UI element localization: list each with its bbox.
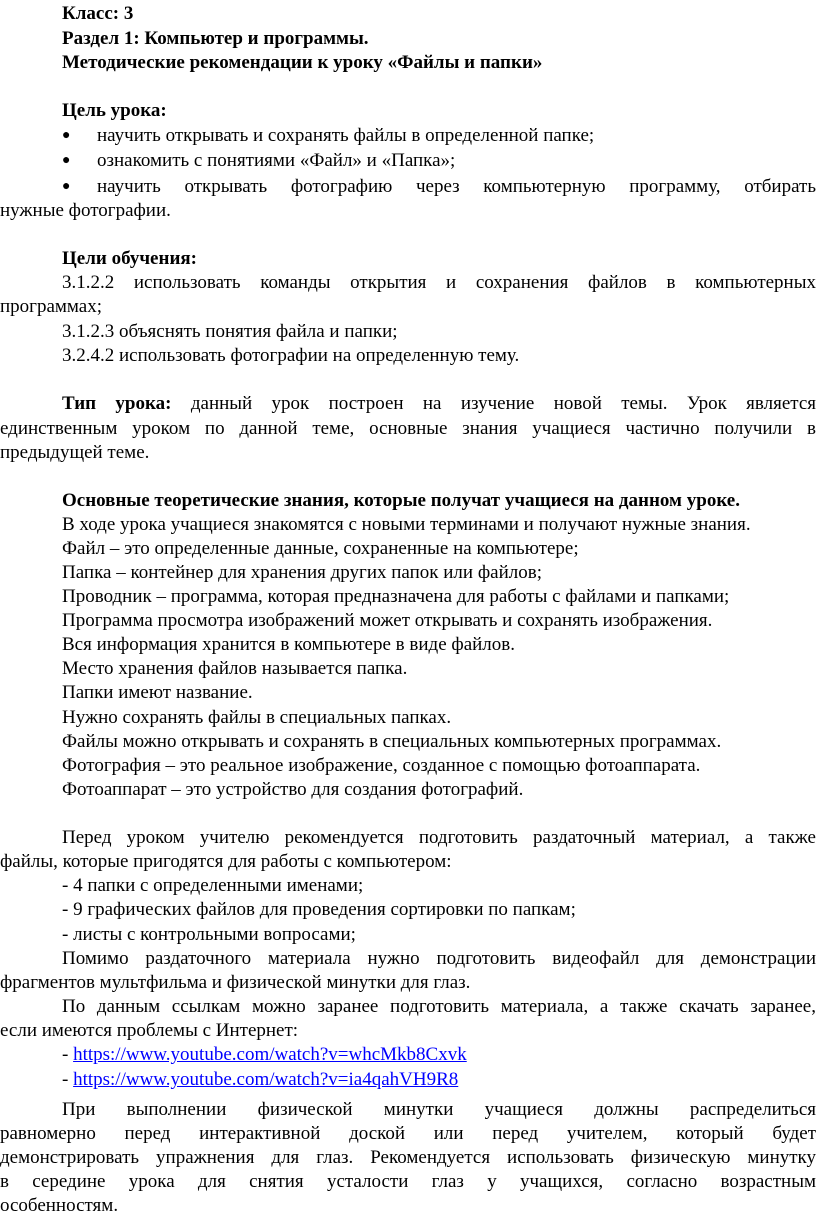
link-line-2: [62, 1068, 458, 1092]
knowledge-line: Программа просмотра изображений может открывать и сохранять изображения.: [62, 610, 713, 631]
lesson-type-line-1: [62, 392, 816, 416]
lesson-type-line-2: единственным уроком по данной теме, основные знания учащиеся частично получили в: [0, 418, 816, 439]
objective-2: 3.1.2.3 объяснять понятия файла и папки;: [62, 321, 398, 342]
preparation-list-item: - листы с контрольными вопросами;: [62, 924, 356, 945]
dash: -: [62, 1044, 74, 1065]
video-paragraph-line-2: фрагментов мультфильма и физической минутки для глаз.: [0, 972, 471, 993]
bullet-icon: ●: [62, 179, 71, 194]
exercise-line-4: в середине урока для снятия усталости глаз у учащихся, согласно возрастным: [0, 1171, 816, 1192]
preparation-list-item: - 9 графических файлов для проведения сортировки по папкам;: [62, 899, 576, 920]
bullet-icon: ●: [62, 153, 71, 168]
dash: -: [62, 1069, 74, 1090]
preparation-line-1: Перед уроком учителю рекомендуется подготовить раздаточный материал, а также: [62, 827, 816, 848]
goal-item-2: ознакомить с понятиями «Файл» и «Папка»;: [97, 150, 456, 171]
preparation-list-item: - 4 папки с определенными именами;: [62, 875, 364, 896]
video-paragraph-line-1: Помимо раздаточного материала нужно подготовить видеофайл для демонстрации: [62, 948, 816, 969]
links-paragraph-line-2: если имеются проблемы с Интернет:: [0, 1020, 299, 1041]
knowledge-line: Папки имеют название.: [62, 682, 253, 703]
objectives-heading: Цели обучения:: [62, 248, 197, 269]
knowledge-line: Фотоаппарат – это устройство для создания фотографий.: [62, 779, 524, 800]
youtube-link-2[interactable]: https://www.youtube.com/watch?v=ia4qahVH9R8: [73, 1069, 459, 1090]
youtube-link-1[interactable]: https://www.youtube.com/watch?v=whcMkb8Cxvk: [73, 1044, 467, 1065]
lesson-type-text: данный урок построен на изучение новой темы. Урок является: [171, 393, 816, 414]
goal-item-3-line-1: научить открывать фотографию через компьютерную программу, отбирать: [97, 176, 816, 197]
objective-1-line-2: программах;: [0, 296, 103, 317]
document-title: Методические рекомендации к уроку «Файлы и папки»: [62, 52, 543, 73]
lesson-type-line-3: предыдущей теме.: [0, 442, 150, 463]
exercise-line-5: особенностям.: [0, 1195, 119, 1216]
knowledge-line: Проводник – программа, которая предназначена для работы с файлами и папками;: [62, 586, 730, 607]
objective-3: 3.2.4.2 использовать фотографии на определенную тему.: [62, 345, 520, 366]
knowledge-line: Место хранения файлов называется папка.: [62, 658, 408, 679]
lesson-type-label: Тип урока:: [62, 393, 172, 414]
knowledge-heading: Основные теоретические знания, которые получат учащиеся на данном уроке.: [62, 490, 740, 511]
knowledge-line: Фотография – это реальное изображение, созданное с помощью фотоаппарата.: [62, 755, 701, 776]
goal-heading: Цель урока:: [62, 100, 167, 121]
exercise-line-2: равномерно перед интерактивной доской или перед учителем, который будет: [0, 1123, 816, 1144]
goal-item-3-line-2: нужные фотографии.: [0, 200, 171, 221]
knowledge-line: Нужно сохранять файлы в специальных папках.: [62, 707, 452, 728]
knowledge-line: В ходе урока учащиеся знакомятся с новыми терминами и получают нужные знания.: [62, 514, 751, 535]
link-line-1: [62, 1043, 467, 1067]
objective-1-line-1: 3.1.2.2 использовать команды открытия и сохранения файлов в компьютерных: [62, 272, 816, 293]
knowledge-line: Вся информация хранится в компьютере в виде файлов.: [62, 634, 516, 655]
bullet-icon: ●: [62, 128, 71, 143]
knowledge-line: Файл – это определенные данные, сохраненные на компьютере;: [62, 538, 579, 559]
section-line: Раздел 1: Компьютер и программы.: [62, 28, 369, 49]
knowledge-line: Папка – контейнер для хранения других папок или файлов;: [62, 562, 542, 583]
exercise-line-1: При выполнении физической минутки учащиеся должны распределиться: [62, 1099, 816, 1120]
goal-item-1: научить открывать и сохранять файлы в определенной папке;: [97, 125, 595, 146]
class-line: Класс: 3: [62, 3, 134, 24]
knowledge-line: Файлы можно открывать и сохранять в специальных компьютерных программах.: [62, 731, 722, 752]
preparation-line-2: файлы, которые пригодятся для работы с компьютером:: [0, 851, 452, 872]
exercise-line-3: демонстрировать упражнения для глаз. Рекомендуется использовать физическую минутку: [0, 1147, 816, 1168]
links-paragraph-line-1: По данным ссылкам можно заранее подготовить материала, а также скачать заранее,: [62, 996, 816, 1017]
